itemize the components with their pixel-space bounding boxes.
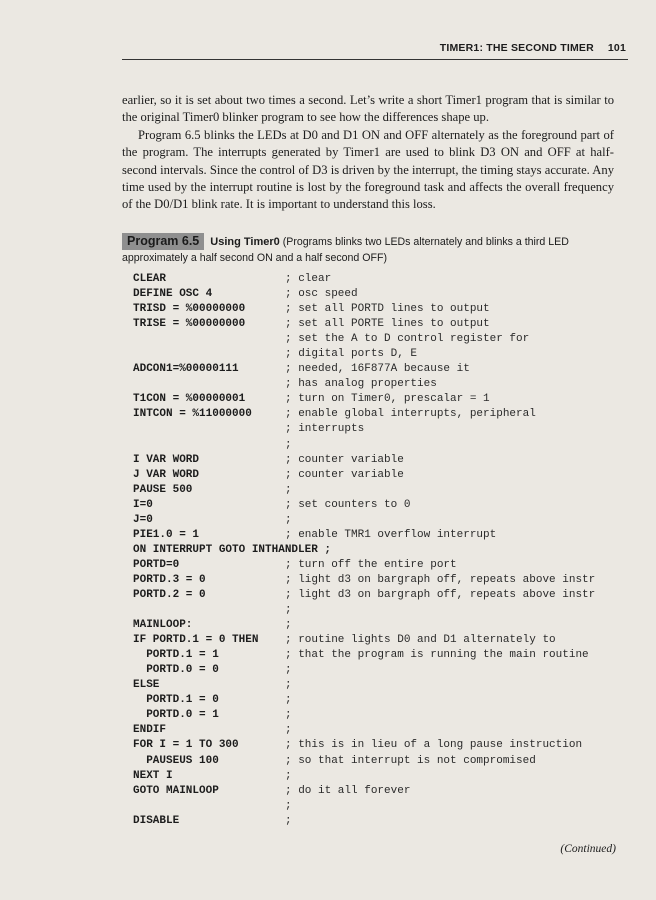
code-line [133, 603, 623, 618]
code-line [133, 468, 623, 483]
code-line [133, 287, 623, 302]
code-comment: ; [285, 769, 292, 782]
code-comment: ; has analog properties [285, 378, 437, 391]
code-statement: TRISE = %00000000 [133, 318, 246, 331]
code-statement: NEXT I [133, 769, 173, 782]
code-comment: ; clear [285, 273, 332, 285]
code-line [133, 588, 623, 603]
code-line [133, 347, 623, 362]
listing-caption [122, 233, 618, 266]
paragraph-2: Program 6.5 blinks the LEDs at D0 and D1 ON and OFF alternately as the foreground part of the program. The interrupts generated by Timer1 are used to blink D3 ON and OFF at half-second intervals. Since the control of D3 is driven by the interrupt, the timing stays accurate. Any time used by the interrupt routine is lost by the foreground task and affects the overall frequency of the D0/D1 blink rate. It is important to understand this loss. [122, 127, 614, 212]
code-line [133, 814, 623, 829]
code-comment: ; [285, 724, 292, 737]
code-statement: PORTD.1 = 1 [133, 649, 219, 662]
running-header [0, 38, 656, 58]
code-line [133, 618, 623, 633]
code-comment: ; [285, 709, 292, 722]
code-comment: ; this is in lieu of a long pause instruction [285, 739, 583, 752]
code-statement: J VAR WORD [133, 468, 200, 481]
code-line [133, 438, 623, 453]
paragraph-1: earlier, so it is set about two times a second. Let’s write a short Timer1 program that is similar to the original Timer0 blinker program to see how the differences shape up. [122, 93, 614, 125]
header-text [440, 42, 626, 54]
code-line [133, 317, 623, 332]
code-statement: ON INTERRUPT GOTO INTHANDLER ; [133, 543, 332, 556]
code-comment: ; so that interrupt is not compromised [285, 754, 536, 767]
listing-description: (Programs blinks two LEDs alternately and blinks a third LED approximately a half second ON and a half second OFF) [122, 236, 569, 264]
code-statement: T1CON = %00000001 [133, 393, 246, 406]
code-statement: ELSE [133, 679, 160, 692]
code-comment: ; [285, 513, 292, 526]
code-comment: ; do it all forever [285, 784, 411, 797]
code-comment: ; enable TMR1 overflow interrupt [285, 528, 497, 541]
code-line [133, 377, 623, 392]
code-comment: ; digital ports D, E [285, 348, 418, 361]
body-text [122, 92, 614, 214]
code-line [133, 693, 623, 708]
code-statement: PORTD.0 = 1 [133, 709, 219, 722]
code-line [133, 332, 623, 347]
code-statement: ADCON1=%00000111 [133, 363, 239, 376]
code-listing [133, 272, 623, 829]
continued-note: (Continued) [560, 843, 616, 855]
code-statement: J=0 [133, 513, 153, 526]
code-line [133, 498, 623, 513]
code-comment: ; needed, 16F877A because it [285, 363, 470, 376]
code-line [133, 407, 623, 422]
code-line [133, 633, 623, 648]
code-comment: ; [285, 619, 292, 632]
code-comment: ; set the A to D control register for [285, 333, 530, 346]
code-line [133, 723, 623, 738]
code-comment: ; [285, 604, 292, 617]
code-line [133, 272, 623, 287]
code-statement: ENDIF [133, 724, 167, 737]
code-line [133, 543, 623, 558]
code-line [133, 558, 623, 573]
code-statement: FOR I = 1 TO 300 [133, 739, 239, 752]
code-line [133, 422, 623, 437]
code-statement: I VAR WORD [133, 453, 200, 466]
code-line [133, 708, 623, 723]
code-statement: PORTD.1 = 0 [133, 694, 219, 707]
code-line [133, 453, 623, 468]
code-line [133, 799, 623, 814]
code-line [133, 362, 623, 377]
code-comment: ; [285, 438, 292, 451]
code-comment: ; set all PORTD lines to output [285, 303, 490, 316]
code-statement: I=0 [133, 498, 153, 511]
code-line [133, 648, 623, 663]
code-comment: ; counter variable [285, 453, 404, 466]
code-comment: ; routine lights D0 and D1 alternately to [285, 634, 556, 647]
code-comment: ; counter variable [285, 468, 404, 481]
code-line [133, 392, 623, 407]
header-rule [122, 59, 628, 60]
code-line [133, 302, 623, 317]
code-line [133, 678, 623, 693]
code-statement: PORTD.3 = 0 [133, 573, 206, 586]
code-statement: INTCON = %11000000 [133, 408, 252, 421]
section-title: TIMER1: THE SECOND TIMER [439, 42, 594, 54]
code-statement: PAUSE 500 [133, 483, 193, 496]
code-statement: PORTD.0 = 0 [133, 664, 219, 677]
code-comment: ; [285, 483, 292, 496]
code-line [133, 663, 623, 678]
code-statement: IF PORTD.1 = 0 THEN [133, 634, 259, 647]
code-statement: DEFINE OSC 4 [133, 288, 213, 301]
code-comment: ; set all PORTE lines to output [285, 318, 490, 331]
code-comment: ; interrupts [285, 423, 365, 436]
code-line [133, 483, 623, 498]
code-line [133, 769, 623, 784]
page-number: 101 [607, 42, 626, 54]
code-comment: ; enable global interrupts, peripheral [285, 408, 536, 421]
code-statement: CLEAR [133, 273, 167, 285]
code-comment: ; light d3 on bargraph off, repeats above instr [285, 573, 596, 586]
code-statement: TRISD = %00000000 [133, 303, 246, 316]
code-comment: ; [285, 664, 292, 677]
code-statement: GOTO MAINLOOP [133, 784, 219, 797]
code-line [133, 528, 623, 543]
code-comment: ; [285, 814, 292, 827]
code-comment: ; [285, 679, 292, 692]
code-comment: ; set counters to 0 [285, 498, 411, 511]
code-comment: ; [285, 799, 292, 812]
code-comment: ; turn off the entire port [285, 558, 457, 571]
code-comment: ; [285, 694, 292, 707]
code-comment: ; turn on Timer0, prescalar = 1 [285, 393, 490, 406]
code-statement: PAUSEUS 100 [133, 754, 219, 767]
code-line [133, 738, 623, 753]
code-statement: PORTD=0 [133, 558, 180, 571]
listing-label: Program 6.5 [122, 233, 204, 250]
code-statement: PIE1.0 = 1 [133, 528, 200, 541]
code-line [133, 513, 623, 528]
code-statement: PORTD.2 = 0 [133, 588, 206, 601]
code-comment: ; light d3 on bargraph off, repeats above instr [285, 588, 596, 601]
code-line [133, 754, 623, 769]
code-statement: DISABLE [133, 814, 180, 827]
code-line [133, 784, 623, 799]
code-statement: MAINLOOP: [133, 619, 193, 632]
code-line [133, 573, 623, 588]
code-comment: ; that the program is running the main routine [285, 649, 589, 662]
listing-title: Using Timer0 [210, 236, 280, 248]
code-comment: ; osc speed [285, 288, 358, 301]
